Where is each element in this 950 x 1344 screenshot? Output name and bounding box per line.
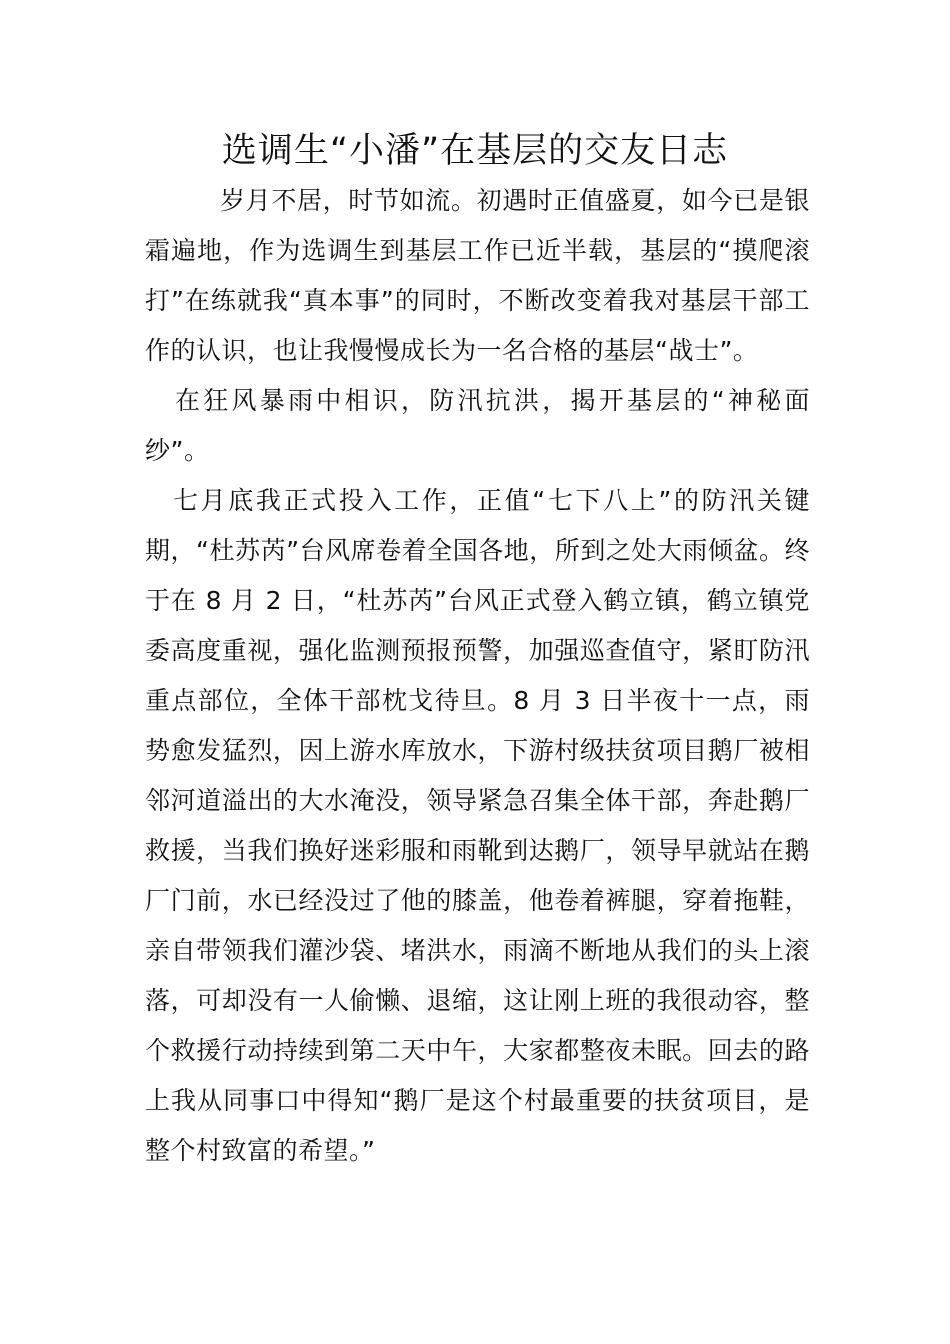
paragraph-intro: 岁月不居，时节如流。初遇时正值盛夏，如今已是银霜遍地，作为选调生到基层工作已近半载，基层的“摸爬滚打”在练就我“真本事”的同时，不断改变着我对基层干部工作的认识，也让我慢慢成长为一名合格的基层“战士”。 — [145, 186, 810, 365]
document-body — [145, 176, 810, 1176]
paragraph-flood-story: 七月底我正式投入工作，正值“七下八上”的防汛关键期，“杜苏芮”台风席卷着全国各地，所到之处大雨倾盆。终于在 8 月 2 日，“杜苏芮”台风正式登入鹤立镇，鹤立镇党委高度重视，强化监测预报预警，加强巡查值守，紧盯防汛重点部位，全体干部枕戈待旦。8 月 3 日半夜十一点，雨势愈发猛烈，因上游水库放水，下游村级扶贫项目鹅厂被相邻河道溢出的大水淹没，领导紧急召集全体干部，奔赴鹅厂救援，当我们换好迷彩服和雨靴到达鹅厂，领导早就站在鹅厂门前，水已经没过了他的膝盖，他卷着裤腿，穿着拖鞋，亲自带领我们灌沙袋、堵洪水，雨滴不断地从我们的头上滚落，可却没有一人偷懒、退缩，这让刚上班的我很动容，整个救援行动持续到第二天中午，大家都整夜未眠。回去的路上我从同事口中得知“鹅厂是这个村最重要的扶贫项目，是整个村致富的希望。” — [145, 486, 810, 1165]
paragraph-section-heading: 在狂风暴雨中相识，防汛抗洪，揭开基层的“神秘面纱”。 — [145, 386, 810, 465]
document-title: 选调生“小潘”在基层的交友日志 — [221, 131, 729, 171]
